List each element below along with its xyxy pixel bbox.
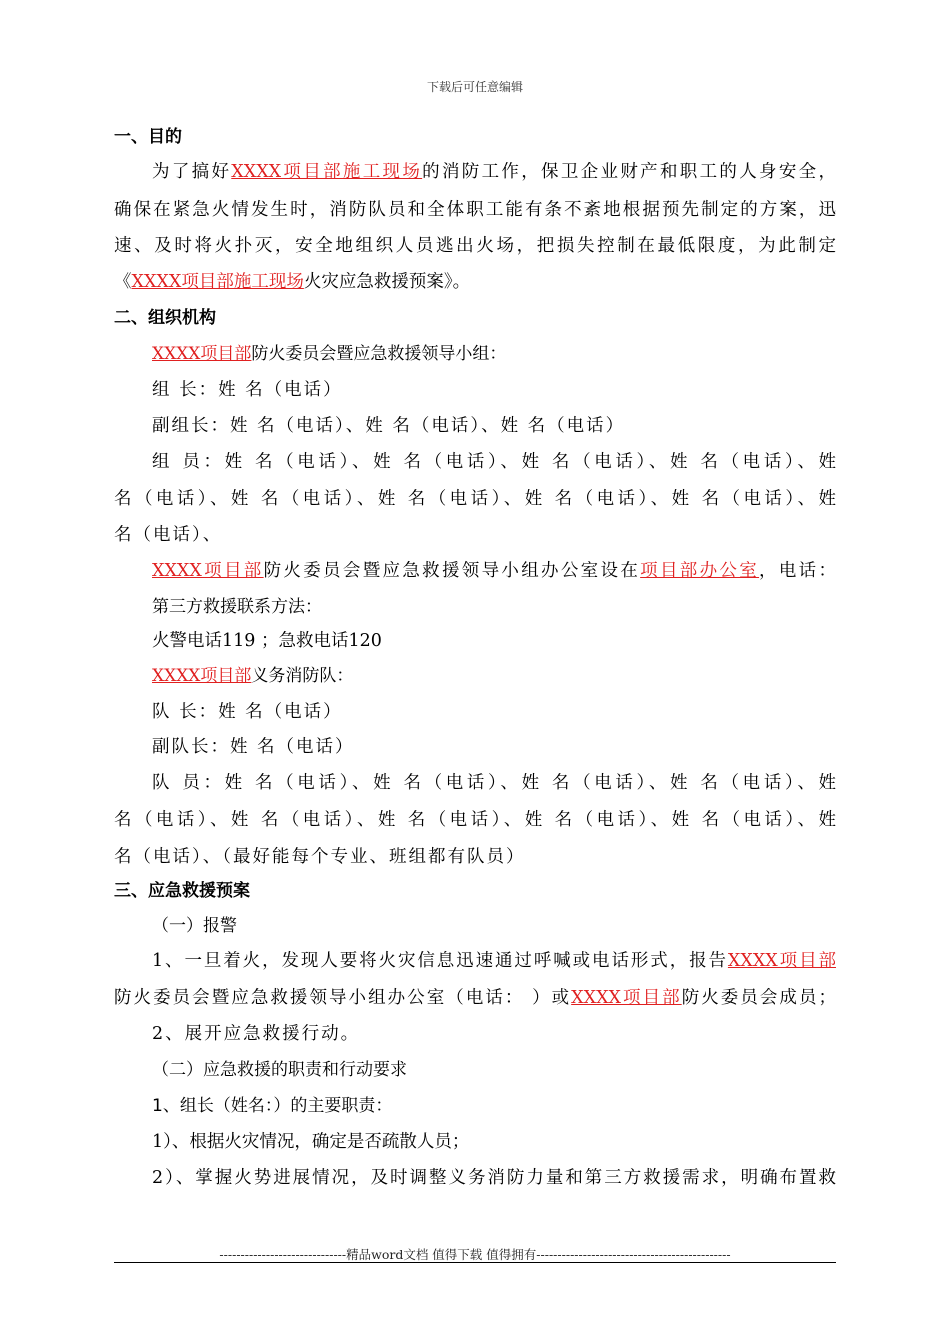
s1-red-link: XXXX项目部施工现场	[231, 162, 423, 182]
members-line-2	[114, 488, 836, 510]
members-text: 组 员：姓 名（电话）、姓 名（电话）、姓 名（电话）、姓 名（电话）、姓	[152, 452, 836, 472]
duty-text: 2）、掌握火势进展情况，及时调整义务消防力量和第三方救援需求，明确布置救	[152, 1168, 836, 1188]
vice-leader-line: 副组长：姓 名（电话）、姓 名（电话）、姓 名（电话）	[152, 416, 626, 436]
alarm-line-3: 2、展开应急救援行动。	[152, 1024, 361, 1044]
vice-captain-line: 副队长：姓 名（电话）	[152, 737, 355, 757]
team-members-line-1	[152, 772, 836, 794]
team-heading	[152, 665, 353, 687]
s1-paragraph-line-4	[114, 271, 470, 293]
alarm-text: 防火委员会暨应急救援领导小组办公室（电话： ）或	[114, 988, 572, 1008]
s1-text: 的消防工作，保卫企业财产和职工的人身安全，	[422, 162, 837, 182]
s1-red-link: XXXX项目部施工现场	[131, 272, 304, 292]
leader-duty-title: 1、组长（姓名：）的主要职责：	[152, 1096, 393, 1116]
third-party-title: 第三方救援联系方法：	[152, 597, 322, 617]
org-red-name: XXXX项目部	[152, 344, 252, 364]
third-party-phones: 火警电话119 ；急救电话120	[152, 631, 382, 651]
s1-text: 为了搞好	[152, 162, 232, 182]
s1-paragraph-line-2	[114, 199, 836, 221]
captain-line: 队 长：姓 名（电话）	[152, 702, 343, 722]
office-line	[152, 560, 836, 582]
s1-text: 《	[114, 272, 132, 292]
team-text: 名（电话）、姓 名（电话）、姓 名（电话）、姓 名（电话）、姓 名（电话）、姓	[114, 810, 836, 830]
team-heading-text: 义务消防队：	[251, 666, 354, 686]
team-red-name: XXXX项目部	[152, 666, 252, 686]
duty-item-2	[152, 1167, 836, 1189]
office-text: ，电话：	[759, 561, 836, 581]
page-footer: ------------------------------精品word文档 值得下载 值得拥有----------------------------------------------	[219, 1247, 731, 1262]
alarm-red-name: XXXX项目部	[727, 951, 836, 971]
alarm-red-name: XXXX项目部	[571, 988, 682, 1008]
alarm-text: 防火委员会成员；	[681, 988, 837, 1008]
alarm-line-2	[114, 987, 836, 1009]
footer-rule	[114, 1262, 836, 1263]
alarm-text: 1、一旦着火，发现人要将火灾信息迅速通过呼喊或电话形式，报告	[152, 951, 728, 971]
section-1-title: 一、目的	[114, 127, 182, 147]
team-members-line-3: 名（电话）、（最好能每个专业、班组都有队员）	[114, 847, 526, 867]
members-line-3: 名（电话）、	[114, 525, 223, 545]
duty-item-1: 1）、根据火灾情况，确定是否疏散人员；	[152, 1132, 470, 1152]
org-heading	[152, 343, 506, 365]
s1-text: 速、及时将火扑灭，安全地组织人员逃出火场，把损失控制在最低限度，为此制定	[114, 236, 836, 256]
team-text: 队 员：姓 名（电话）、姓 名（电话）、姓 名（电话）、姓 名（电话）、姓	[152, 773, 836, 793]
s1-paragraph-line-1	[152, 161, 836, 183]
alarm-line-1	[152, 950, 836, 972]
subsection-duties-title: （二）应急救援的职责和行动要求	[152, 1060, 407, 1080]
office-red-location: 项目部办公室	[640, 561, 760, 581]
s1-text: 确保在紧急火情发生时，消防队员和全体职工能有条不紊地根据预先制定的方案，迅	[114, 200, 836, 220]
s1-paragraph-line-3	[114, 235, 836, 257]
team-members-line-2	[114, 809, 836, 831]
org-heading-text: 防火委员会暨应急救援领导小组：	[251, 344, 507, 364]
office-red-name: XXXX项目部	[152, 561, 264, 581]
subsection-alarm-title: （一）报警	[152, 916, 237, 936]
section-3-title: 三、应急救援预案	[114, 881, 250, 901]
members-line-1	[152, 451, 836, 473]
s1-text: 火灾应急救援预案》。	[303, 272, 471, 292]
leader-line: 组 长：姓 名（电话）	[152, 380, 343, 400]
members-text: 名（电话）、姓 名（电话）、姓 名（电话）、姓 名（电话）、姓 名（电话）、姓	[114, 489, 836, 509]
office-text: 防火委员会暨应急救援领导小组办公室设在	[263, 561, 641, 581]
section-2-title: 二、组织机构	[114, 308, 216, 328]
page-header: 下载后可任意编辑	[426, 80, 523, 94]
